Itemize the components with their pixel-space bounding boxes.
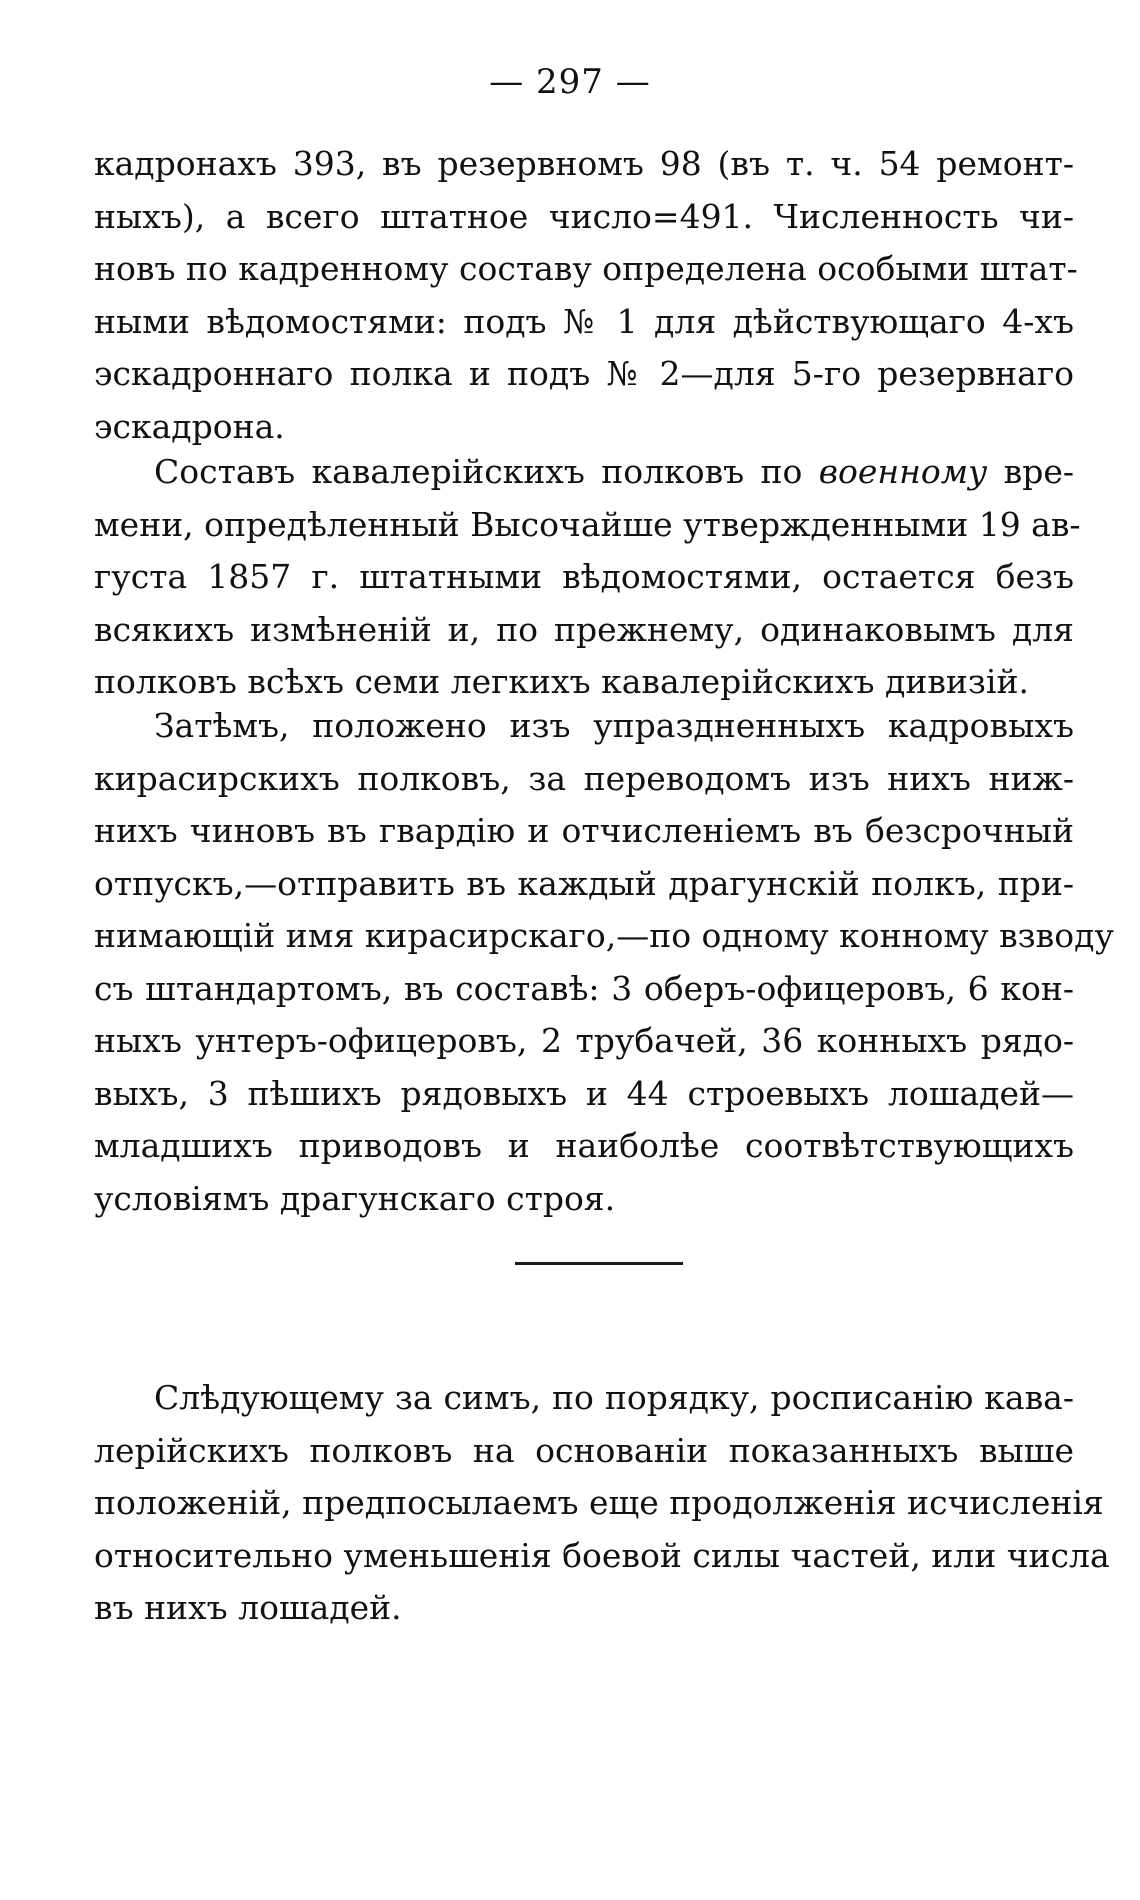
paragraph-line: ными вѣдомостями: подъ № 1 для дѣйствующаго 4-хъ	[94, 301, 1074, 341]
paragraph-line: полковъ всѣхъ семи легкихъ кавалерійскихъ дивизій.	[94, 662, 1029, 701]
paragraph-line: кирасирскихъ полковъ, за переводомъ изъ нихъ ниж-	[94, 758, 1074, 798]
paragraph-line: эскадрона.	[94, 406, 285, 446]
paragraph-line: густа 1857 г. штатными вѣдомостями, остается безъ	[94, 557, 1074, 596]
paragraph-line: положеній, предпосылаемъ еще продолженія исчисленія	[94, 1483, 1104, 1522]
paragraph-line: нихъ чиновъ въ гвардію и отчисленіемъ въ безсрочный	[94, 811, 1074, 850]
paragraph-line: новъ по кадренному составу определена особыми штат-	[94, 249, 1078, 288]
paragraph-line: всякихъ измѣненій и, по прежнему, одинаковымъ для	[94, 609, 1074, 649]
paragraph-line: нимающій имя кирасирскаго,—по одному конному взводу	[94, 916, 1114, 955]
paragraph-line: выхъ, 3 пѣшихъ рядовыхъ и 44 строевыхъ лошадей—	[94, 1073, 1074, 1113]
section-separator	[515, 1262, 683, 1265]
page-number: — 297 —	[489, 62, 651, 102]
paragraph-line: ныхъ унтеръ-офицеровъ, 2 трубачей, 36 конныхъ рядо-	[94, 1021, 1074, 1060]
paragraph-line: ныхъ), а всего штатное число=491. Численность чи-	[94, 196, 1074, 236]
paragraph-line: мени, опредѣленный Высочайше утвержденными 19 ав-	[94, 504, 1081, 544]
paragraph-4	[94, 1372, 1110, 1635]
paragraph-line: съ штандартомъ, въ составѣ: 3 оберъ-офицеровъ, 6 кон-	[94, 968, 1074, 1008]
text-run: вре-	[987, 452, 1075, 491]
paragraph-2	[94, 446, 1081, 709]
italic-word: военному	[818, 452, 988, 491]
paragraph-1	[94, 138, 1078, 453]
paragraph-line: отпускъ,—отправить въ каждый драгунскій полкъ, при-	[94, 863, 1074, 903]
paragraph-line: Затѣмъ, положено изъ упраздненныхъ кадровыхъ	[154, 706, 1074, 745]
paragraph-line: въ нихъ лошадей.	[94, 1588, 402, 1627]
paragraph-line: кадронахъ 393, въ резервномъ 98 (въ т. ч. 54 ремонт-	[94, 144, 1074, 183]
paragraph-line	[94, 446, 1074, 499]
paragraph-line: Слѣдующему за симъ, по порядку, росписанію кава-	[154, 1378, 1074, 1417]
paragraph-line: относительно уменьшенія боевой силы частей, или числа	[94, 1535, 1110, 1575]
paragraph-line: эскадроннаго полка и подъ № 2—для 5-го резервнаго	[94, 354, 1074, 393]
paragraph-3	[94, 700, 1114, 1225]
paragraph-line: младшихъ приводовъ и наиболѣе соотвѣтствующихъ	[94, 1126, 1074, 1165]
paragraph-line: условіямъ драгунскаго строя.	[94, 1178, 616, 1218]
text-run: Составъ кавалерійскихъ полковъ по	[154, 452, 819, 491]
paragraph-line: лерійскихъ полковъ на основаніи показанныхъ выше	[94, 1430, 1074, 1470]
